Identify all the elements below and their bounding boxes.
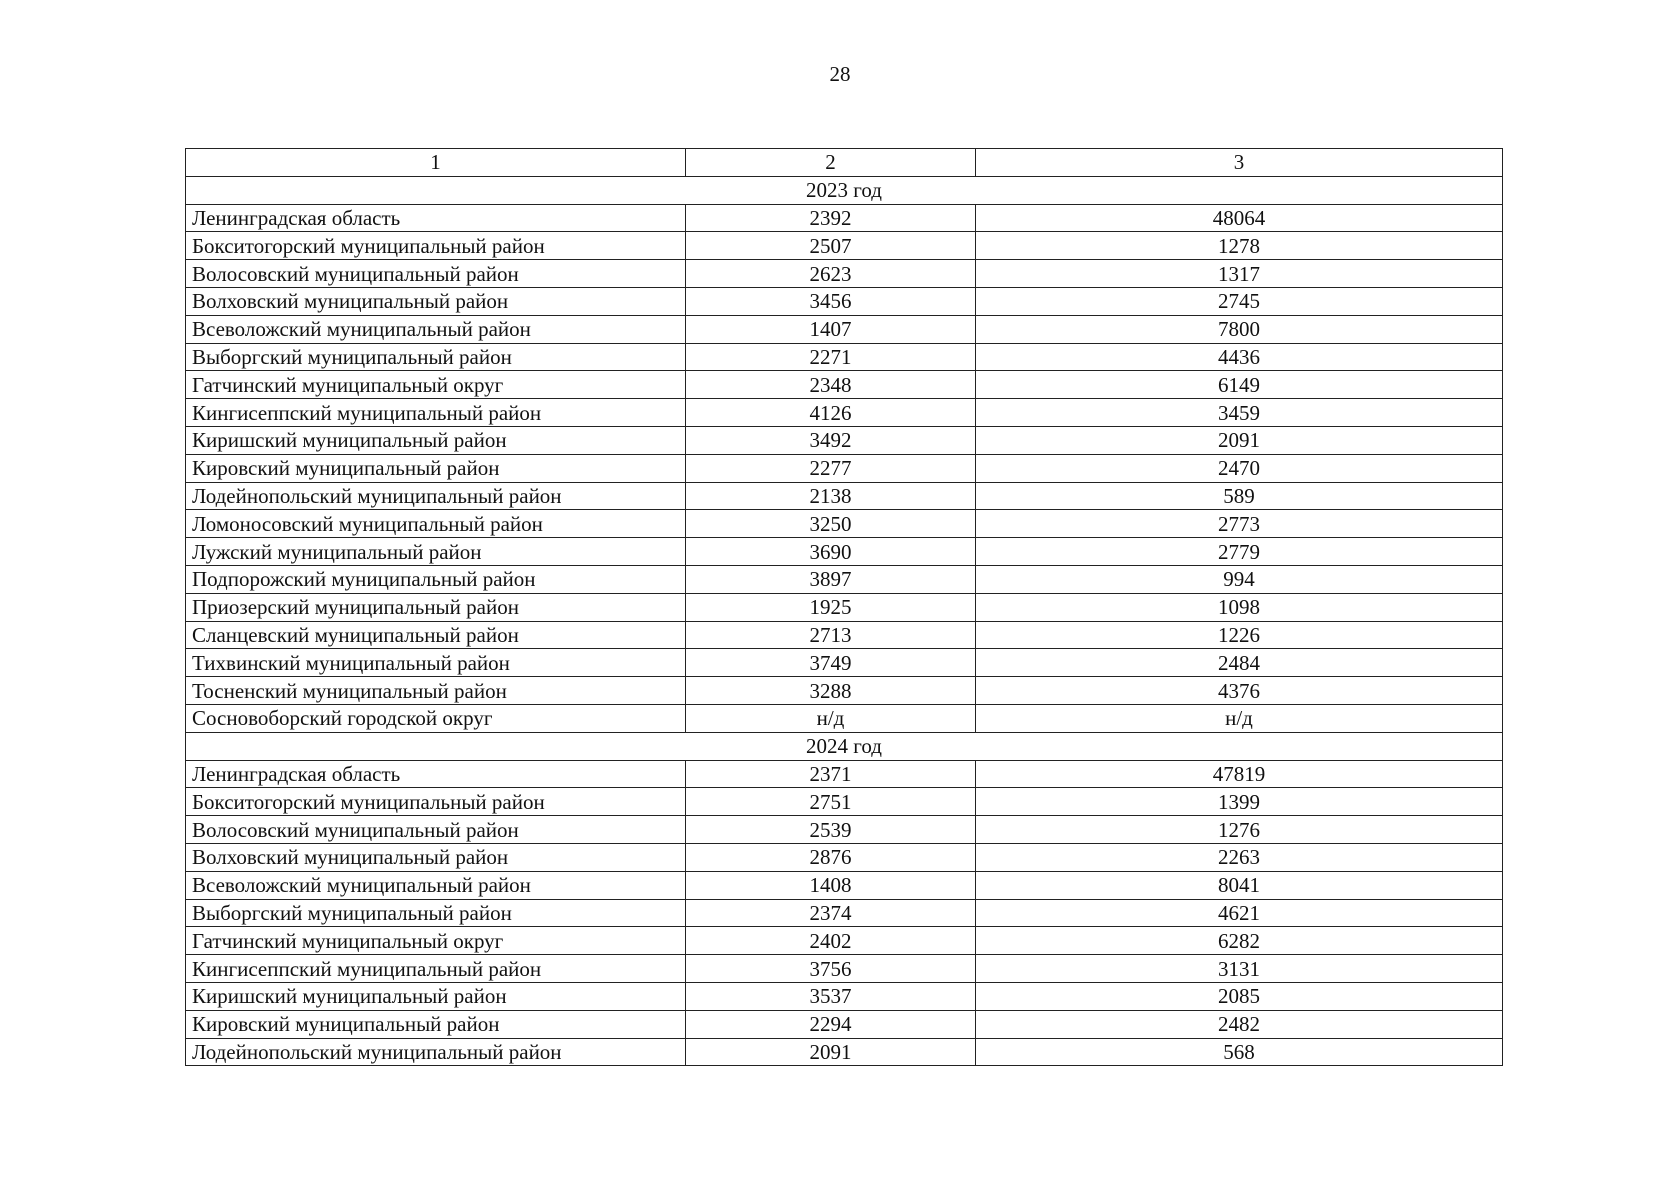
district-name-cell: Тосненский муниципальный район xyxy=(186,677,686,705)
district-name-cell: Подпорожский муниципальный район xyxy=(186,565,686,593)
column-2-value-cell: 3897 xyxy=(686,565,976,593)
table-row xyxy=(186,982,1503,1010)
year-section-row xyxy=(186,732,1503,760)
column-2-value-cell: 2751 xyxy=(686,788,976,816)
column-2-value-cell: 3456 xyxy=(686,287,976,315)
district-name-cell: Волосовский муниципальный район xyxy=(186,260,686,288)
table-row xyxy=(186,482,1503,510)
district-name-cell: Тихвинский муниципальный район xyxy=(186,649,686,677)
page-number: 28 xyxy=(829,62,851,86)
table-row xyxy=(186,677,1503,705)
column-3-value-cell: 2484 xyxy=(976,649,1503,677)
column-3-value-cell: 994 xyxy=(976,565,1503,593)
column-2-value-cell: н/д xyxy=(686,704,976,732)
column-2-value-cell: 2371 xyxy=(686,760,976,788)
table-row xyxy=(186,899,1503,927)
column-2-value-cell: 4126 xyxy=(686,399,976,427)
district-name-cell: Кингисеппский муниципальный район xyxy=(186,955,686,983)
district-name-cell: Волховский муниципальный район xyxy=(186,843,686,871)
column-3-value-cell: 2779 xyxy=(976,538,1503,566)
column-3-value-cell: 2482 xyxy=(976,1010,1503,1038)
column-2-value-cell: 2876 xyxy=(686,843,976,871)
table-row xyxy=(186,1038,1503,1066)
table-row xyxy=(186,704,1503,732)
district-name-cell: Кингисеппский муниципальный район xyxy=(186,399,686,427)
data-table xyxy=(185,148,1503,1066)
column-2-value-cell: 3537 xyxy=(686,982,976,1010)
district-name-cell: Киришский муниципальный район xyxy=(186,426,686,454)
table-row xyxy=(186,565,1503,593)
district-name-cell: Всеволожский муниципальный район xyxy=(186,315,686,343)
column-3-value-cell: 1098 xyxy=(976,593,1503,621)
district-name-cell: Гатчинский муниципальный округ xyxy=(186,371,686,399)
table-row xyxy=(186,955,1503,983)
column-2-value-cell: 1925 xyxy=(686,593,976,621)
table-row xyxy=(186,760,1503,788)
column-2-value-cell: 2623 xyxy=(686,260,976,288)
table-row xyxy=(186,621,1503,649)
column-3-value-cell: 8041 xyxy=(976,871,1503,899)
column-3-value-cell: 2091 xyxy=(976,426,1503,454)
column-3-value-cell: 47819 xyxy=(976,760,1503,788)
table-row xyxy=(186,649,1503,677)
district-name-cell: Гатчинский муниципальный округ xyxy=(186,927,686,955)
column-2-value-cell: 2271 xyxy=(686,343,976,371)
table-row xyxy=(186,232,1503,260)
column-2-value-cell: 2402 xyxy=(686,927,976,955)
district-name-cell: Бокситогорский муниципальный район xyxy=(186,232,686,260)
district-name-cell: Лодейнопольский муниципальный район xyxy=(186,1038,686,1066)
column-2-value-cell: 3690 xyxy=(686,538,976,566)
column-3-value-cell: 2745 xyxy=(976,287,1503,315)
column-2-value-cell: 2091 xyxy=(686,1038,976,1066)
table-row xyxy=(186,454,1503,482)
district-name-cell: Волосовский муниципальный район xyxy=(186,816,686,844)
table-row xyxy=(186,593,1503,621)
column-2-value-cell: 2277 xyxy=(686,454,976,482)
column-3-value-cell: 3131 xyxy=(976,955,1503,983)
table-row xyxy=(186,260,1503,288)
column-3-value-cell: 2773 xyxy=(976,510,1503,538)
year-section-label: 2024 год xyxy=(186,732,1503,760)
table-row xyxy=(186,816,1503,844)
column-3-value-cell: 4621 xyxy=(976,899,1503,927)
column-3-value-cell: 1276 xyxy=(976,816,1503,844)
column-3-value-cell: 2263 xyxy=(976,843,1503,871)
column-2-value-cell: 3288 xyxy=(686,677,976,705)
column-number-cell: 1 xyxy=(186,149,686,177)
column-2-value-cell: 1408 xyxy=(686,871,976,899)
table-row xyxy=(186,927,1503,955)
column-2-value-cell: 2294 xyxy=(686,1010,976,1038)
table-row xyxy=(186,843,1503,871)
column-3-value-cell: 1226 xyxy=(976,621,1503,649)
district-name-cell: Выборгский муниципальный район xyxy=(186,899,686,927)
column-3-value-cell: 1278 xyxy=(976,232,1503,260)
column-2-value-cell: 2348 xyxy=(686,371,976,399)
year-section-row xyxy=(186,176,1503,204)
column-3-value-cell: 7800 xyxy=(976,315,1503,343)
column-3-value-cell: 2085 xyxy=(976,982,1503,1010)
column-2-value-cell: 3756 xyxy=(686,955,976,983)
column-2-value-cell: 3250 xyxy=(686,510,976,538)
column-3-value-cell: 6282 xyxy=(976,927,1503,955)
district-name-cell: Всеволожский муниципальный район xyxy=(186,871,686,899)
table-row xyxy=(186,788,1503,816)
column-3-value-cell: н/д xyxy=(976,704,1503,732)
district-name-cell: Волховский муниципальный район xyxy=(186,287,686,315)
table-row xyxy=(186,426,1503,454)
column-2-value-cell: 2374 xyxy=(686,899,976,927)
column-2-value-cell: 2138 xyxy=(686,482,976,510)
table-row xyxy=(186,204,1503,232)
column-2-value-cell: 2507 xyxy=(686,232,976,260)
district-name-cell: Лодейнопольский муниципальный район xyxy=(186,482,686,510)
year-section-label: 2023 год xyxy=(186,176,1503,204)
district-name-cell: Выборгский муниципальный район xyxy=(186,343,686,371)
column-3-value-cell: 4436 xyxy=(976,343,1503,371)
table-row xyxy=(186,287,1503,315)
district-name-cell: Кировский муниципальный район xyxy=(186,1010,686,1038)
column-2-value-cell: 2713 xyxy=(686,621,976,649)
table-row xyxy=(186,871,1503,899)
table-row xyxy=(186,315,1503,343)
district-name-cell: Киришский муниципальный район xyxy=(186,982,686,1010)
column-2-value-cell: 2539 xyxy=(686,816,976,844)
column-3-value-cell: 4376 xyxy=(976,677,1503,705)
district-name-cell: Сосновоборский городской округ xyxy=(186,704,686,732)
table-row xyxy=(186,399,1503,427)
district-name-cell: Ленинградская область xyxy=(186,760,686,788)
column-2-value-cell: 1407 xyxy=(686,315,976,343)
column-3-value-cell: 589 xyxy=(976,482,1503,510)
table-row xyxy=(186,371,1503,399)
column-number-cell: 2 xyxy=(686,149,976,177)
column-3-value-cell: 2470 xyxy=(976,454,1503,482)
column-3-value-cell: 1399 xyxy=(976,788,1503,816)
column-number-cell: 3 xyxy=(976,149,1503,177)
table-row xyxy=(186,510,1503,538)
column-3-value-cell: 3459 xyxy=(976,399,1503,427)
column-2-value-cell: 3492 xyxy=(686,426,976,454)
column-number-row xyxy=(186,149,1503,177)
district-name-cell: Кировский муниципальный район xyxy=(186,454,686,482)
column-2-value-cell: 3749 xyxy=(686,649,976,677)
district-name-cell: Ломоносовский муниципальный район xyxy=(186,510,686,538)
column-3-value-cell: 6149 xyxy=(976,371,1503,399)
district-name-cell: Лужский муниципальный район xyxy=(186,538,686,566)
district-name-cell: Ленинградская область xyxy=(186,204,686,232)
table-row xyxy=(186,538,1503,566)
column-3-value-cell: 568 xyxy=(976,1038,1503,1066)
table-body xyxy=(186,149,1503,1066)
table-row xyxy=(186,1010,1503,1038)
column-2-value-cell: 2392 xyxy=(686,204,976,232)
district-name-cell: Бокситогорский муниципальный район xyxy=(186,788,686,816)
district-name-cell: Сланцевский муниципальный район xyxy=(186,621,686,649)
table-row xyxy=(186,343,1503,371)
column-3-value-cell: 48064 xyxy=(976,204,1503,232)
column-3-value-cell: 1317 xyxy=(976,260,1503,288)
district-name-cell: Приозерский муниципальный район xyxy=(186,593,686,621)
